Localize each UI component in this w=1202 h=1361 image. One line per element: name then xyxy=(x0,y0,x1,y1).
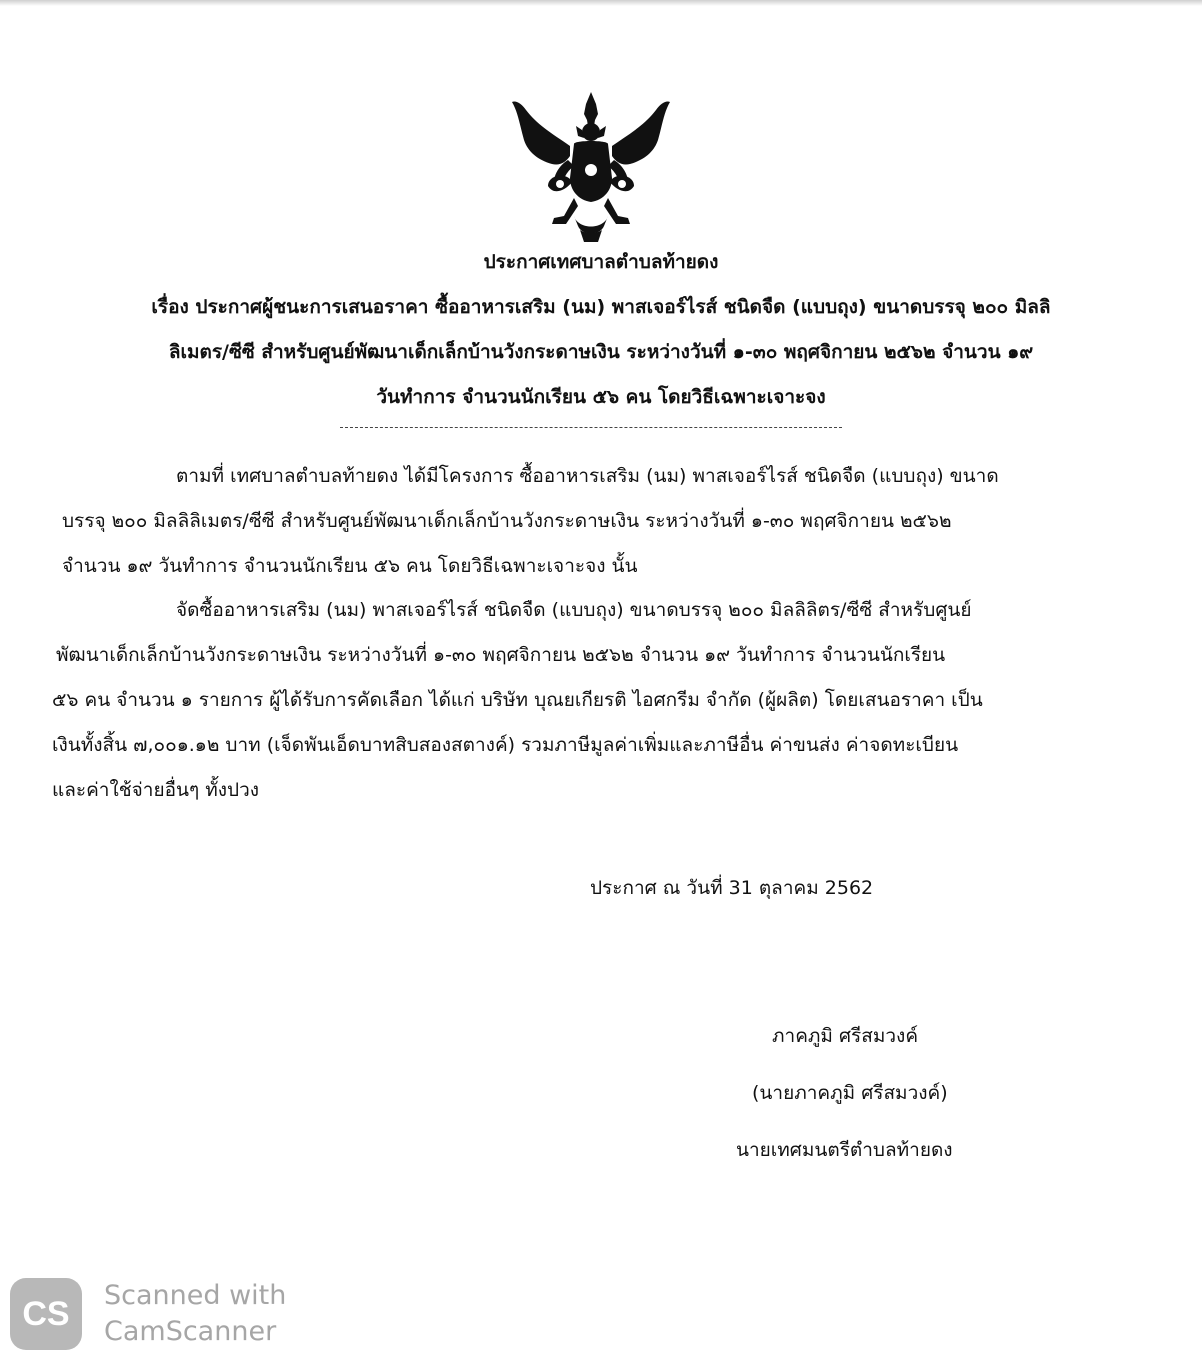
watermark-text xyxy=(104,1278,286,1350)
paragraph-line: บรรจุ ๒๐๐ มิลลิลิเมตร/ซีซี สำหรับศูนย์พัฒนาเด็กเล็กบ้านวังกระดาษเงิน ระหว่างวันที่ ๑-๓๐ พฤศจิกายน ๒๕๖๒ xyxy=(62,510,952,532)
camscanner-watermark xyxy=(10,1278,310,1350)
announcement-date: ประกาศ ณ วันที่ 31 ตุลาคม 2562 xyxy=(590,877,874,899)
signatory-position: นายเทศมนตรีตำบลท้ายดง xyxy=(736,1139,953,1161)
paragraph-line: จำนวน ๑๙ วันทำการ จำนวนนักเรียน ๕๖ คน โดยวิธีเฉพาะเจาะจง นั้น xyxy=(62,555,638,577)
subject-line: วันทำการ จำนวนนักเรียน ๕๖ คน โดยวิธีเฉพาะเจาะจง xyxy=(376,386,826,408)
announcement-subject xyxy=(60,285,1142,420)
camscanner-logo-icon: CS xyxy=(10,1278,82,1350)
garuda-emblem-icon xyxy=(508,86,674,246)
paragraph-line: ตามที่ เทศบาลตำบลท้ายดง ได้มีโครงการ ซื้ออาหารเสริม (นม) พาสเจอร์ไรส์ ชนิดจืด (แบบถุง) ขนาด xyxy=(176,465,999,487)
paragraph-line: เงินทั้งสิ้น ๗,๐๐๑.๑๒ บาท (เจ็ดพันเอ็ดบาทสิบสองสตางค์) รวมภาษีมูลค่าเพิ่มและภาษีอื่น ค่าขนส่ง ค่าจดทะเบียน xyxy=(52,734,959,756)
signatory-full-name: (นายภาคภูมิ ศรีสมวงค์) xyxy=(752,1082,948,1104)
paragraph-line: ๕๖ คน จำนวน ๑ รายการ ผู้ได้รับการคัดเลือก ได้แก่ บริษัท บุณยเกียรติ ไอศกรีม จำกัด (ผู้ผลิต) โดยเสนอราคา เป็น xyxy=(52,689,983,711)
paragraph-award xyxy=(52,588,983,813)
signatory-name: ภาคภูมิ ศรีสมวงค์ xyxy=(772,1025,919,1047)
subject-line: ลิเมตร/ซีซี สำหรับศูนย์พัฒนาเด็กเล็กบ้านวังกระดาษเงิน ระหว่างวันที่ ๑-๓๐ พฤศจิกายน ๒๕๖๒ จำนวน ๑๙ xyxy=(168,341,1034,363)
paragraph-line: และค่าใช้จ่ายอื่นๆ ทั้งปวง xyxy=(52,779,260,801)
watermark-line: Scanned with xyxy=(104,1280,287,1311)
paragraph-line: จัดซื้ออาหารเสริม (นม) พาสเจอร์ไรส์ ชนิดจืด (แบบถุง) ขนาดบรรจุ ๒๐๐ มิลลิลิตร/ซีซี สำหรับศูนย์ xyxy=(176,599,972,621)
announcement-heading: ประกาศเทศบาลตำบลท้ายดง xyxy=(483,251,719,273)
scan-edge xyxy=(0,0,1202,6)
subject-line: เรื่อง ประกาศผู้ชนะการเสนอราคา ซื้ออาหารเสริม (นม) พาสเจอร์ไรส์ ชนิดจืด (แบบถุง) ขนาดบรรจุ ๒๐๐ มิลลิ xyxy=(151,296,1051,318)
watermark-line: CamScanner xyxy=(104,1316,277,1347)
section-divider xyxy=(340,427,842,428)
paragraph-background xyxy=(62,454,999,589)
paragraph-line: พัฒนาเด็กเล็กบ้านวังกระดาษเงิน ระหว่างวันที่ ๑-๓๐ พฤศจิกายน ๒๕๖๒ จำนวน ๑๙ วันทำการ จำนวนนักเรียน xyxy=(56,644,946,666)
